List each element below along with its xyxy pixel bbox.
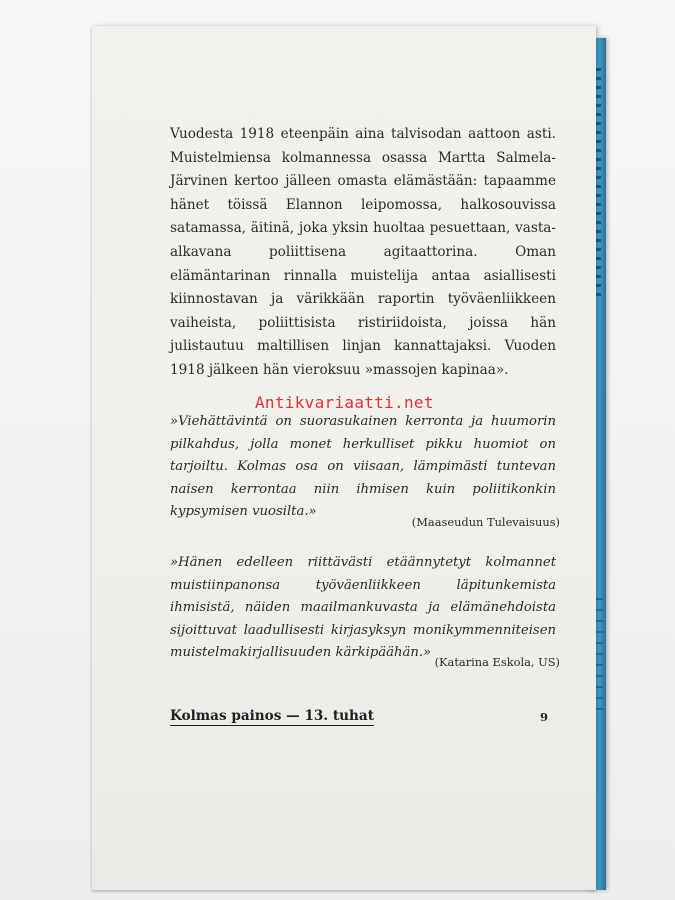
review-quote-1: »Viehättävintä on suorasukainen kerronta ja huumorin pilkahdus, jolla monet herkulliset pikku huomiot on tarjoiltu. Kolmas osa on viisaan, lämpimästi tuntevan naisen kerrontaa niin ihmisen kuin poliitikonkin kypsymisen vuosilta.» xyxy=(170,414,556,520)
review-quote-2: »Hänen edelleen riittävästi etäännytetyt kolmannet muistiinpanonsa työväenliikkeen läpitunkemista ihmisistä, näiden maailmankuvasta ja elämänehdoista sijoittuvat laadullisesti kirjasyksyn monikymmenniteisen muistelmakirjallisuuden kärkipäähän.» xyxy=(170,555,556,661)
blurb-text: Vuodesta 1918 eteenpäin aina talvisodan aattoon asti. Muistelmiensa kolmannessa osassa Martta Salmela-Järvinen kertoo jälleen omasta elämästään: tapaamme hänet töissä Elannon leipomossa, halkosouvissa satamassa, äitinä, joka yksin huoltaa pesuettaan, vasta-alkavana poliittisena agitaattorina. Oman elämäntarinan rinnalla muistelija antaa asiallisesti kiinnostavan ja värikkään raportin työväenliikkeen vaiheista, poliittisista ristiriidoista, joissa hän julistautuu maltillisen linjan kannattajaksi. Vuoden 1918 jälkeen hän vieroksuu »massojen kapinaa». xyxy=(170,126,556,378)
review-source-2: (Katarina Eskola, US) xyxy=(434,655,560,669)
review-source-1: (Maaseudun Tulevaisuus) xyxy=(411,515,560,529)
edition-number: 9 xyxy=(539,710,548,724)
book-back-cover xyxy=(92,26,596,890)
watermark-text: Antikvariaatti.net xyxy=(255,393,434,412)
edition-info: Kolmas painos — 13. tuhat xyxy=(170,708,374,724)
